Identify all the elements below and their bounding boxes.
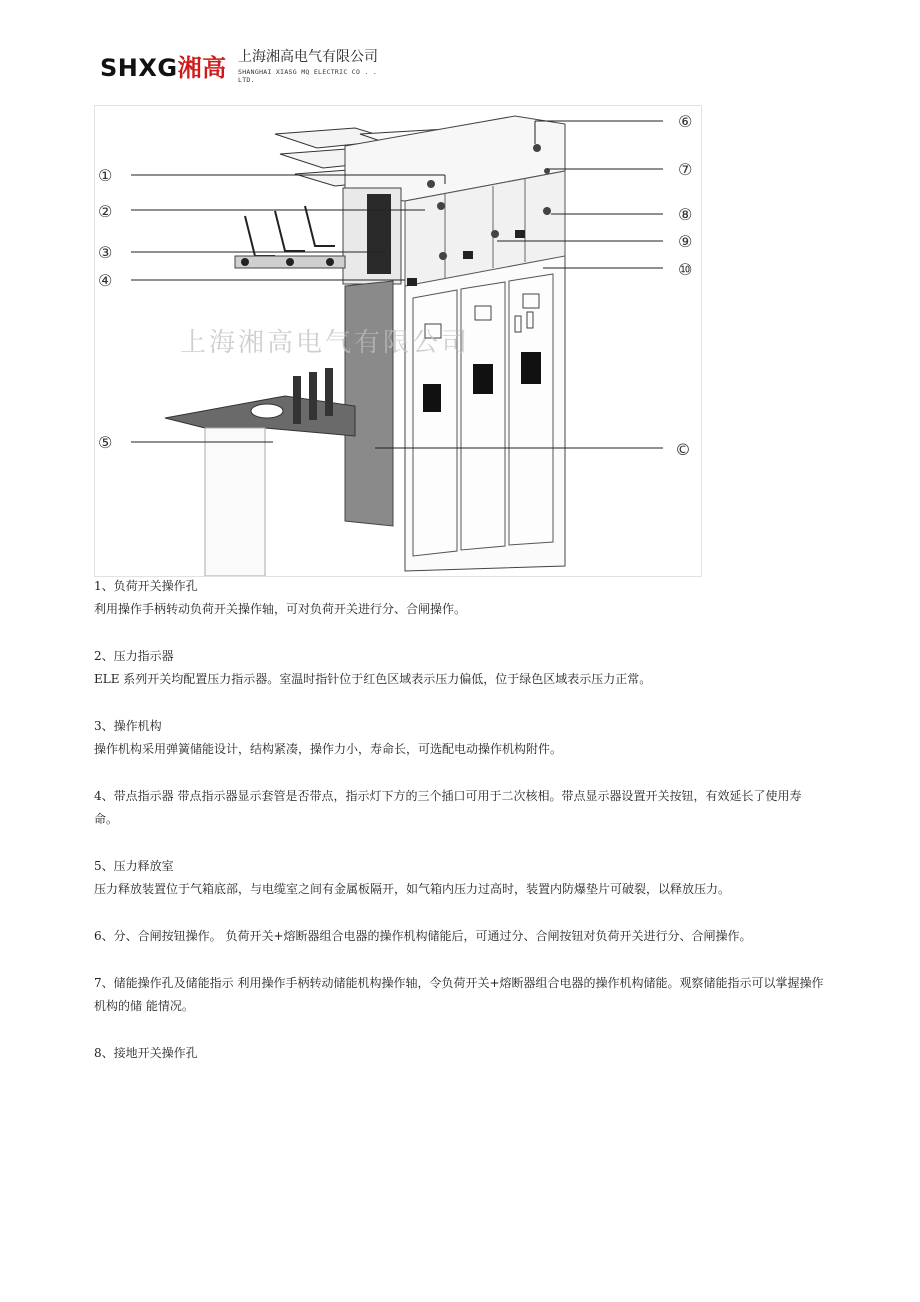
item-4 — [94, 785, 829, 831]
company-logo — [100, 48, 227, 83]
item-6-text: 6、分、合闸按钮操作。 负荷开关+熔断器组合电器的操作机构储能后，可通过分、合闸按钮对负荷开关进行分、合闸操作。 — [94, 929, 752, 943]
switchgear-diagram — [94, 105, 702, 577]
callout-1: ① — [98, 166, 113, 185]
item-4-text: 4、带点指示器 带点指示器显示套管是否带点，指示灯下方的三个插口可用于二次核相。带点显示器设置开关按钮，有效延长了使用寿 命。 — [94, 789, 802, 826]
item-5 — [94, 855, 829, 901]
item-1-title: 1、负荷开关操作孔 — [94, 579, 198, 593]
item-7-text: 7、储能操作孔及储能指示 利用操作手柄转动储能机构操作轴，令负荷开关+熔断器组合电器的操作机构储能。观察储能指示可以掌握操作机构的储 能情况。 — [94, 976, 824, 1013]
callout-7: ⑦ — [678, 160, 693, 179]
callout-10: ⑩ — [678, 260, 693, 279]
callout-2: ② — [98, 202, 113, 221]
item-8-title: 8、接地开关操作孔 — [94, 1046, 198, 1060]
item-1 — [94, 575, 829, 621]
item-8 — [94, 1042, 829, 1065]
item-2-body: ELE 系列开关均配置压力指示器。室温时指针位于红色区域表示压力偏低，位于绿色区域表示压力正常。 — [94, 672, 652, 686]
callout-c: © — [675, 440, 691, 459]
item-3 — [94, 715, 829, 761]
callout-4: ④ — [98, 271, 113, 290]
item-3-body: 操作机构采用弹簧储能设计，结构紧凑，操作力小，寿命长，可选配电动操作机构附件。 — [94, 742, 563, 756]
item-1-body: 利用操作手柄转动负荷开关操作轴，可对负荷开关进行分、合闸操作。 — [94, 602, 467, 616]
callout-5: ⑤ — [98, 433, 113, 452]
company-name-en: SHANGHAI XIASG MQ ELECTRIC CO . . LTD. — [238, 68, 378, 84]
item-7 — [94, 972, 829, 1018]
item-5-title: 5、压力释放室 — [94, 859, 174, 873]
callout-6: ⑥ — [678, 112, 693, 131]
item-2 — [94, 645, 829, 691]
logo-en: SHXG — [100, 54, 178, 82]
logo-cn: 湘高 — [177, 54, 227, 82]
callout-8: ⑧ — [678, 205, 693, 224]
callout-9: ⑨ — [678, 232, 693, 251]
company-name-cn: 上海湘高电气有限公司 — [238, 49, 378, 65]
switchgear-illustration — [95, 106, 701, 576]
description-list — [94, 575, 829, 1065]
item-2-title: 2、压力指示器 — [94, 649, 174, 663]
item-5-body: 压力释放装置位于气箱底部，与电缆室之间有金属板隔开，如气箱内压力过高时，装置内防爆垫片可破裂，以释放压力。 — [94, 882, 731, 896]
item-6 — [94, 925, 829, 948]
callout-3: ③ — [98, 243, 113, 262]
item-3-title: 3、操作机构 — [94, 719, 162, 733]
company-name — [238, 46, 398, 84]
watermark-text: 上海湘高电气有限公司 — [180, 328, 471, 358]
